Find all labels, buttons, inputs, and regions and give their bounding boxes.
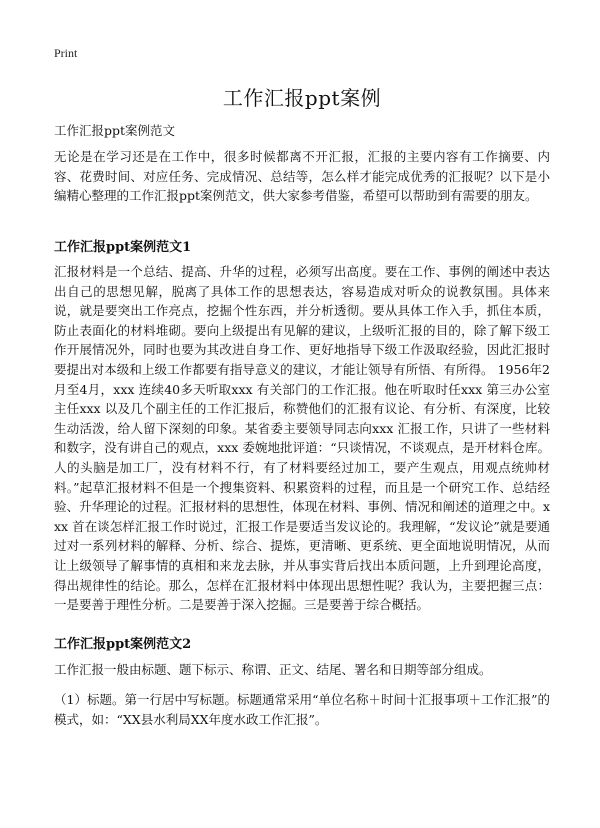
section-2-heading: 工作汇报ppt案例范文2 [54,637,192,652]
section-1-heading: 工作汇报ppt案例范文1 [54,240,192,255]
document-title: 工作汇报ppt案例 [222,86,382,110]
section-2-paragraph-2: （1）标题。第一行居中写标题。标题通常采用“单位名称＋时间十汇报事项＋工作汇报”的模式，如：“XX县水利局XX年度水政工作汇报”。 [54,692,550,727]
intro-paragraph: 无论是在学习还是在工作中，很多时候都离不开汇报，汇报的主要内容有工作摘要、内容、花费时间、对应任务、完成情况、总结等，怎么样才能完成优秀的汇报呢？以下是小编精心整理的工作汇报ppt案例范文，供大家参考借鉴，希望可以帮助到有需要的朋友。 [54,149,550,204]
print-label: Print [54,46,78,60]
section-1-body: 汇报材料是一个总结、提高、升华的过程，必须写出高度。要在工作、事例的阐述中表达出自己的思想见解，脱离了具体工作的思想表达，容易造成对听众的说教氛围。具体来说，就是要突出工作亮点，挖掘个性东西，并分析透彻。要从具体工作入手，抓住本质，防止表面化的材料堆砌。要向上级提出有见解的建议，上级听汇报的目的，除了解下级工作开展情况外，同时也要为其改进自身工作、更好地指导下级工作汲取经验，因此汇报时要提出对本级和上级工作都要有指导意义的建议，才能让领导有所悟、有所得。 1956年2月至4月，xxx 连续40多天听取xxx 有关部门的工作汇报。他在听取时任xxx 第三办公室主任xxx 以及几个副主任的工作汇报后，称赞他们的汇报有议论、有分析、有深度，比较生动活泼，给人留下深刻的印象。某省委主要领导同志向xxx 汇报工作，只讲了一些材料和数字，没有讲自己的观点，xxx 委婉地批评道：“只谈情况，不谈观点，是开材料仓库。人的头脑是加工厂，没有材料不行，有了材料要经过加工，要产生观点，用观点统帅材料。”起草汇报材料不但是一个搜集资料、积累资料的过程，而且是一个研究工作、总结经验、升华理论的过程。汇报材料的思想性，体现在材料、事例、情况和阐述的道理之中。xxx 首在谈怎样汇报工作时说过，汇报工作是要适当发议论的。我理解，“发议论”就是要通过对一系列材料的解释、分析、综合、提炼，更清晰、更系统、更全面地说明情况，从而让上级领导了解事情的真相和来龙去脉，并从事实背后找出本质问题，上升到理论高度，得出规律性的结论。那么，怎样在汇报材料中体现出思想性呢？我认为，主要把握三点：一是要善于理性分析。二是要善于深入挖掘。三是要善于综合概括。 [54,264,550,613]
document-subtitle: 工作汇报ppt案例范文 [54,123,176,138]
section-2-paragraph-1: 工作汇报一般由标题、题下标示、称谓、正文、结尾、署名和日期等部分组成。 [54,662,492,677]
